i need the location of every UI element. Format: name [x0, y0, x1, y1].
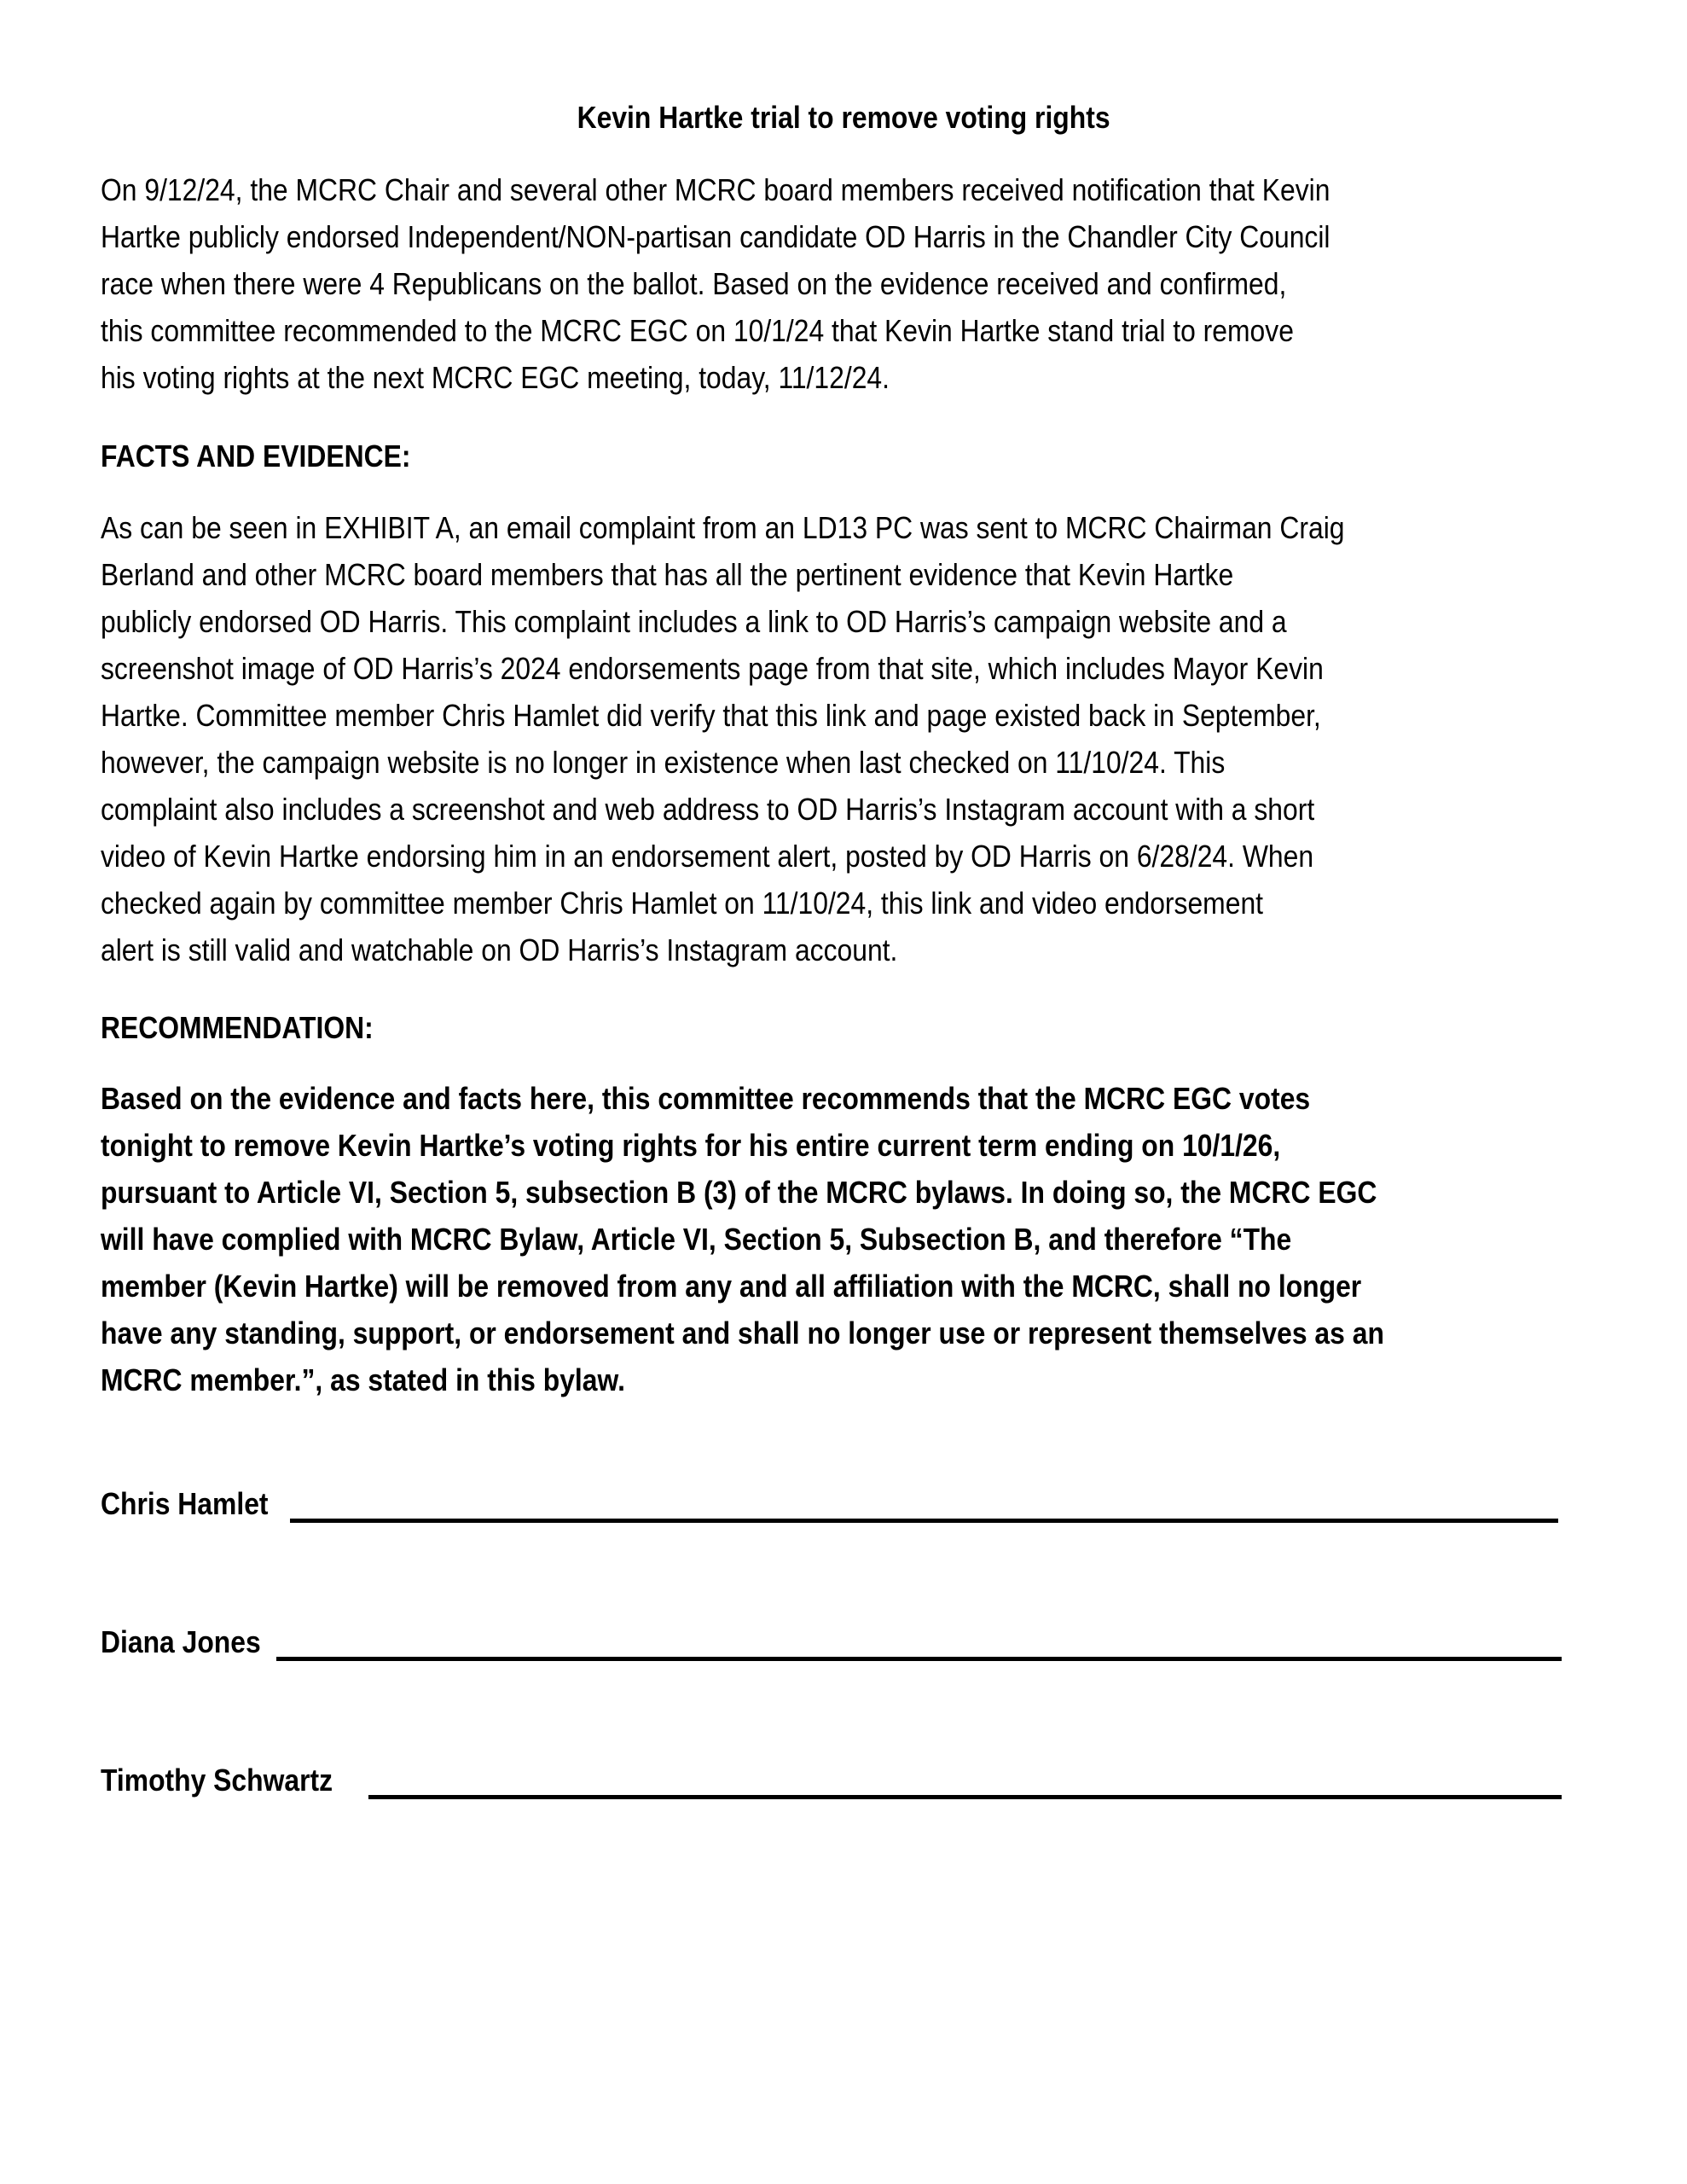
facts-line: alert is still valid and watchable on OD Harris’s Instagram account.	[101, 932, 898, 967]
intro-line: his voting rights at the next MCRC EGC meeting, today, 11/12/24.	[101, 360, 890, 395]
recommendation-line: member (Kevin Hartke) will be removed from any and all affiliation with the MCRC, shall no longer	[101, 1269, 1362, 1304]
signatory-name: Timothy Schwartz	[101, 1763, 333, 1798]
signature-line[interactable]	[276, 1657, 1562, 1661]
facts-line: Berland and other MCRC board members that has all the pertinent evidence that Kevin Hartke	[101, 557, 1234, 592]
document-title	[0, 102, 1687, 133]
facts-line: however, the campaign website is no longer in existence when last checked on 11/10/24. This	[101, 745, 1226, 780]
recommendation-line: MCRC member.”, as stated in this bylaw.	[101, 1362, 625, 1397]
signature-line[interactable]	[368, 1795, 1562, 1799]
facts-line: checked again by committee member Chris Hamlet on 11/10/24, this link and video endorsement	[101, 886, 1264, 921]
recommendation-heading: RECOMMENDATION:	[101, 1010, 374, 1045]
recommendation-line: tonight to remove Kevin Hartke’s voting rights for his entire current term ending on 10/1/26,	[101, 1128, 1281, 1163]
recommendation-line: have any standing, support, or endorsement and shall no longer use or represent themselves as an	[101, 1316, 1384, 1350]
facts-line: video of Kevin Hartke endorsing him in an endorsement alert, posted by OD Harris on 6/28/24. When	[101, 839, 1314, 874]
signatory-name: Diana Jones	[101, 1624, 261, 1659]
facts-line: As can be seen in EXHIBIT A, an email complaint from an LD13 PC was sent to MCRC Chairman Craig	[101, 510, 1345, 545]
intro-line: race when there were 4 Republicans on the ballot. Based on the evidence received and confirmed,	[101, 266, 1287, 301]
recommendation-line: will have complied with MCRC Bylaw, Article VI, Section 5, Subsection B, and therefore “The	[101, 1222, 1292, 1257]
recommendation-line: Based on the evidence and facts here, this committee recommends that the MCRC EGC votes	[101, 1081, 1311, 1116]
intro-line: On 9/12/24, the MCRC Chair and several other MCRC board members received notification that Kevin	[101, 172, 1330, 207]
facts-line: screenshot image of OD Harris’s 2024 endorsements page from that site, which includes Mayor Kevin	[101, 651, 1324, 686]
facts-line: Hartke. Committee member Chris Hamlet did verify that this link and page existed back in September,	[101, 698, 1321, 733]
intro-line: Hartke publicly endorsed Independent/NON-partisan candidate OD Harris in the Chandler City Council	[101, 219, 1330, 254]
recommendation-line: pursuant to Article VI, Section 5, subsection B (3) of the MCRC bylaws. In doing so, the MCRC EGC	[101, 1175, 1377, 1210]
facts-heading: FACTS AND EVIDENCE:	[101, 439, 411, 473]
facts-line: complaint also includes a screenshot and web address to OD Harris’s Instagram account with a short	[101, 792, 1315, 827]
document-title-text: Kevin Hartke trial to remove voting rights	[577, 100, 1110, 135]
intro-line: this committee recommended to the MCRC EGC on 10/1/24 that Kevin Hartke stand trial to remove	[101, 313, 1294, 348]
signatory-name: Chris Hamlet	[101, 1486, 269, 1521]
facts-line: publicly endorsed OD Harris. This complaint includes a link to OD Harris’s campaign website and a	[101, 604, 1287, 639]
signature-line[interactable]	[290, 1519, 1558, 1523]
